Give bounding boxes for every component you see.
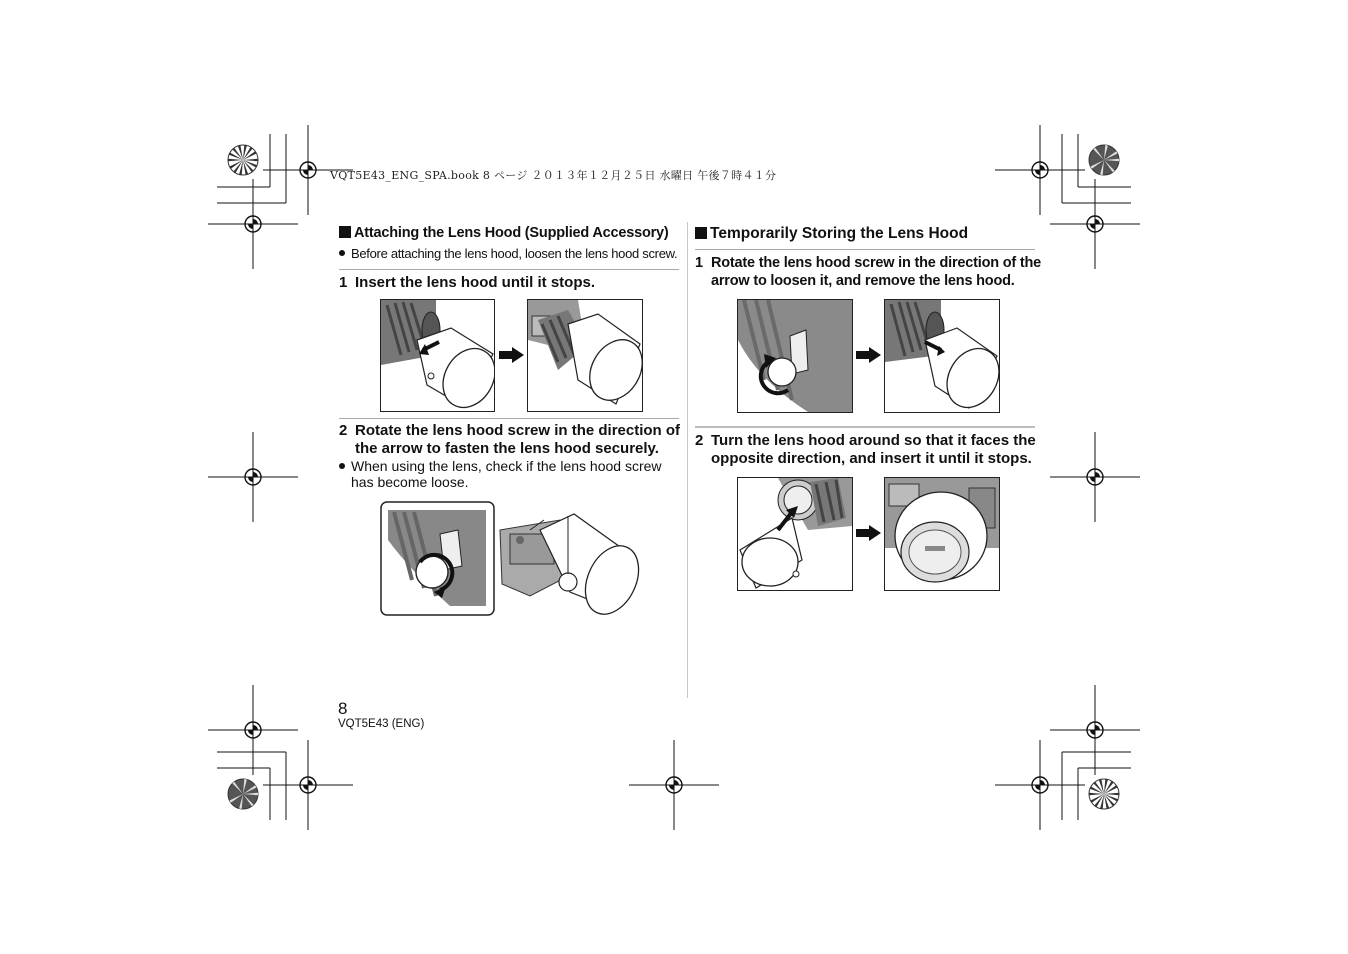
figure-remove-hood [884,299,1000,413]
divider [339,418,679,419]
right-arrow-icon [856,347,881,363]
right-arrow-icon [499,347,524,363]
bullet-icon [339,463,345,469]
divider [695,249,1035,250]
note-loosen-screw: Before attaching the lens hood, loosen the lens hood screw. [339,246,677,262]
figure-insert-hood-before [380,299,495,412]
figure-reverse-hood-after [884,477,1000,591]
bullet-icon [339,250,345,256]
step-1-loosen-remove: 1 Rotate the lens hood screw in the direction of the arrow to loosen it, and remove the lens hood. [695,255,1041,289]
column-divider [687,222,688,698]
step-1-insert: 1 Insert the lens hood until it stops. [339,274,596,291]
figure-insert-hood-after [527,299,643,412]
section-title-attaching: Attaching the Lens Hood (Supplied Accessory) [339,225,669,241]
right-arrow-icon [856,525,881,541]
color-target-icon [228,145,258,175]
square-bullet-icon [695,227,707,239]
figure-reverse-hood-before [737,477,853,591]
print-header: VQT5E43_ENG_SPA.book 8 ページ ２０１３年１２月２５日 水曜日 午後７時４１分 [330,169,777,182]
section-title-storing: Temporarily Storing the Lens Hood [695,225,968,243]
square-bullet-icon [339,226,351,238]
page-number: 8 [338,699,348,718]
step-2-turn-insert: 2 Turn the lens hood around so that it faces the opposite direction, and insert it until it stops. [695,432,1036,467]
color-target-icon [228,779,258,809]
color-target-icon [1089,145,1119,175]
figure-fasten-screw [380,500,644,618]
figure-loosen-screw [737,299,853,413]
divider [695,426,1035,428]
color-target-icon [1089,779,1119,809]
step-2-rotate-screw: 2 Rotate the lens hood screw in the direction of the arrow to fasten the lens hood securely. [339,422,681,457]
divider [339,269,679,270]
document-code: VQT5E43 (ENG) [338,718,425,730]
note-check-screw: When using the lens, check if the lens hood screw has become loose. [339,458,662,490]
